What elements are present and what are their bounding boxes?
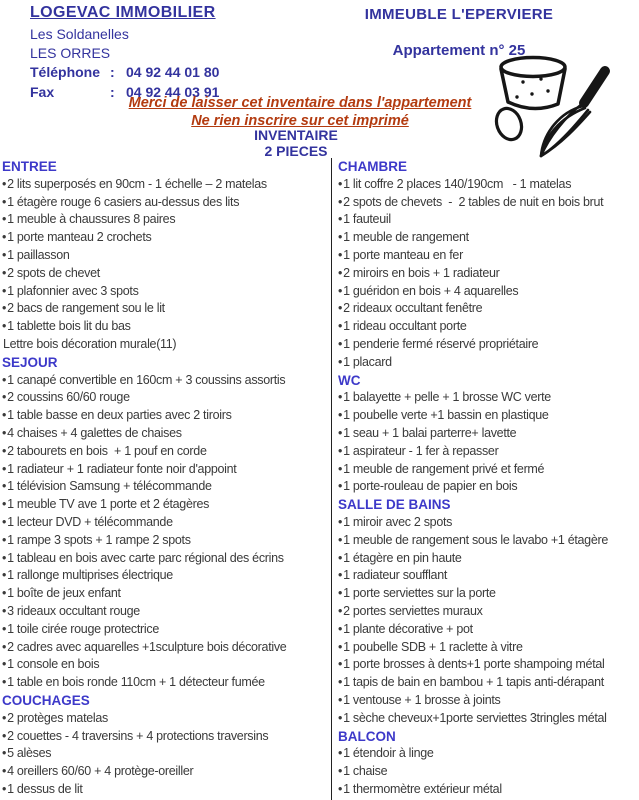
bullet-icon: •	[2, 764, 7, 779]
item-text: 1 paillasson	[7, 247, 70, 262]
item-text: 1 porte manteau 2 crochets	[7, 230, 152, 245]
item-text: 2 lits superposés en 90cm - 1 échelle – 2 matelas	[7, 176, 267, 191]
item-text: 1 tableau en bois avec carte parc régional des écrins	[7, 550, 284, 565]
item-text: 1 lecteur DVD + télécommande	[7, 514, 173, 529]
item-text: 2 coussins 60/60 rouge	[7, 390, 130, 405]
item-text: 1 plafonnier avec 3 spots	[7, 283, 139, 298]
item-text: 1 thermomètre extérieur métal	[343, 781, 502, 796]
section-title: SEJOUR	[2, 354, 58, 370]
inventory-item	[2, 514, 331, 532]
bullet-icon: •	[338, 301, 343, 316]
item-text: 1 plante décorative + pot	[343, 621, 473, 636]
bullet-icon: •	[338, 336, 343, 351]
item-text: 5 alèses	[7, 746, 52, 761]
bullet-icon: •	[338, 247, 343, 262]
inventory-item	[338, 300, 639, 318]
section-title: ENTREE	[2, 159, 57, 174]
item-text: 1 balayette + pelle + 1 brosse WC verte	[343, 390, 551, 405]
bullet-icon: •	[338, 479, 343, 494]
item-text: 1 porte manteau en fer	[343, 247, 463, 262]
inventory-item	[338, 656, 639, 674]
inventory-item	[338, 674, 639, 692]
item-text: 1 ventouse + 1 brosse à joints	[343, 692, 501, 707]
inventory-item	[338, 621, 639, 639]
bullet-icon: •	[338, 692, 343, 707]
inventory-item	[338, 532, 639, 550]
inventory-item	[338, 585, 639, 603]
inventory-item	[2, 603, 331, 621]
inventory-item	[2, 639, 331, 657]
item-text: 4 oreillers 60/60 + 4 protège-oreiller	[7, 764, 194, 779]
bullet-icon: •	[338, 710, 343, 725]
bullet-icon: •	[338, 212, 343, 227]
bullet-icon: •	[338, 461, 343, 476]
inventory-item	[338, 763, 639, 781]
bullet-icon: •	[2, 319, 7, 334]
bullet-icon: •	[338, 265, 343, 280]
bullet-icon: •	[2, 746, 7, 761]
inventory-item	[338, 710, 639, 728]
item-text: Lettre bois décoration murale(11)	[3, 336, 177, 351]
bullet-icon: •	[2, 675, 7, 690]
bullet-icon: •	[338, 532, 343, 547]
bullet-icon: •	[338, 390, 343, 405]
item-text: 1 sèche cheveux+1porte serviettes 3tringles métal	[343, 710, 607, 725]
item-text: 1 canapé convertible en 160cm + 3 coussins assortis	[7, 372, 286, 387]
bullet-icon: •	[338, 586, 343, 601]
item-text: 1 chaise	[343, 764, 388, 779]
bullet-icon: •	[338, 230, 343, 245]
building-name: IMMEUBLE L'EPERVIERE	[364, 6, 554, 23]
item-text: 1 lit coffre 2 places 140/190cm - 1 matelas	[343, 176, 572, 191]
section-title: SALLE DE BAINS	[338, 497, 451, 513]
inventory-item	[338, 603, 639, 621]
item-text: 2 spots de chevets - 2 tables de nuit en bois brut	[343, 194, 604, 209]
bullet-icon: •	[2, 514, 7, 529]
inventory-item	[2, 372, 331, 390]
item-text: 4 chaises + 4 galettes de chaises	[7, 425, 182, 440]
section-title: CHAMBRE	[338, 159, 407, 174]
inventory-item	[2, 585, 331, 603]
phone-separator: :	[110, 64, 115, 80]
item-text: 2 miroirs en bois + 1 radiateur	[343, 265, 500, 280]
bullet-icon: •	[2, 372, 7, 387]
inventory-item	[2, 621, 331, 639]
building-block	[339, 6, 579, 59]
fax-label: Fax	[30, 83, 55, 100]
item-text: 2 couettes - 4 traversins + 4 protections traversins	[7, 728, 269, 743]
fax-number: 04 92 44 03 91	[126, 83, 220, 100]
inventory-item	[2, 425, 331, 443]
inventory-item	[338, 550, 639, 568]
item-text: 1 aspirateur - 1 fer à repasser	[343, 443, 499, 458]
item-text: 1 tapis de bain en bambou + 1 tapis anti-dérapant	[343, 675, 604, 690]
inventory-item	[2, 283, 331, 301]
bullet-icon: •	[2, 568, 7, 583]
inventory-item	[2, 265, 331, 283]
inventory-item	[338, 211, 639, 229]
inventory-item	[338, 176, 639, 194]
item-text: 1 guéridon en bois + 4 aquarelles	[343, 283, 519, 298]
agency-block	[30, 3, 219, 102]
inventory-item	[2, 550, 331, 568]
bullet-icon: •	[338, 568, 343, 583]
bullet-icon: •	[2, 265, 7, 280]
bullet-icon: •	[2, 230, 7, 245]
inventory-item	[2, 389, 331, 407]
inventory-item	[338, 692, 639, 710]
item-text: 1 penderie fermé réservé propriétaire	[343, 336, 539, 351]
bullet-icon: •	[2, 176, 7, 191]
item-text: 2 protèges matelas	[7, 710, 108, 725]
inventory-item	[338, 461, 639, 479]
bullet-icon: •	[2, 497, 7, 512]
item-text: 1 porte serviettes sur la porte	[343, 586, 496, 601]
item-text: 1 fauteuil	[343, 212, 391, 227]
item-text: 1 étagère en pin haute	[343, 550, 462, 565]
bullet-icon: •	[2, 212, 7, 227]
item-text: 1 meuble à chaussures 8 paires	[7, 212, 176, 227]
notice-line-2: Ne rien inscrire sur cet imprimé	[191, 113, 409, 129]
item-text: 2 spots de chevet	[7, 265, 100, 280]
bullet-icon: •	[338, 425, 343, 440]
bullet-icon: •	[2, 390, 7, 405]
left-column	[0, 158, 332, 800]
bullet-icon: •	[338, 194, 343, 209]
bullet-icon: •	[2, 621, 7, 636]
inventory-item	[338, 639, 639, 657]
item-text: 1 placard	[343, 354, 392, 369]
bullet-icon: •	[338, 354, 343, 369]
bullet-icon: •	[2, 461, 7, 476]
bullet-icon: •	[2, 479, 7, 494]
phone-label: Téléphone	[30, 64, 101, 80]
inventory-item	[2, 336, 331, 354]
bullet-icon: •	[2, 603, 7, 618]
bullet-icon: •	[338, 639, 343, 654]
bullet-icon: •	[338, 621, 343, 636]
doc-subtitle: 2 PIECES	[264, 143, 328, 159]
item-text: 1 radiateur soufflant	[343, 568, 448, 583]
item-text: 1 porte-rouleau de papier en bois	[343, 479, 518, 494]
item-text: 1 étendoir à linge	[343, 746, 434, 761]
item-text: 1 table en bois ronde 110cm + 1 détecteur fumée	[7, 675, 265, 690]
item-text: 1 radiateur + 1 radiateur fonte noir d'appoint	[7, 461, 237, 476]
inventory-item	[2, 781, 331, 799]
inventory-item	[338, 443, 639, 461]
bullet-icon: •	[2, 710, 7, 725]
bullet-icon: •	[2, 301, 7, 316]
item-text: 1 table basse en deux parties avec 2 tiroirs	[7, 408, 232, 423]
bullet-icon: •	[2, 247, 7, 262]
inventory-item	[2, 763, 331, 781]
item-text: 1 télévision Samsung + télécommande	[7, 479, 212, 494]
inventory-item	[2, 478, 331, 496]
inventory-item	[338, 194, 639, 212]
bowl-egg-whisk-clipart-icon	[486, 54, 618, 171]
bullet-icon: •	[2, 283, 7, 298]
bullet-icon: •	[2, 443, 7, 458]
inventory-item	[338, 514, 639, 532]
item-text: 1 tablette bois lit du bas	[7, 319, 131, 334]
document-header	[0, 0, 639, 158]
inventory-item	[338, 283, 639, 301]
bullet-icon: •	[338, 746, 343, 761]
bullet-icon: •	[338, 550, 343, 565]
item-text: 1 console en bois	[7, 657, 100, 672]
item-text: 1 rallonge multiprises électrique	[7, 568, 173, 583]
inventory-item	[338, 478, 639, 496]
phone-number: 04 92 44 01 80	[126, 64, 220, 80]
inventory-item	[2, 745, 331, 763]
apartment-number: Appartement n° 25	[392, 42, 526, 59]
item-text: 3 rideaux occultant rouge	[7, 603, 140, 618]
inventory-item	[2, 247, 331, 265]
bullet-icon: •	[338, 764, 343, 779]
bullet-icon: •	[2, 408, 7, 423]
inventory-item	[2, 443, 331, 461]
inventory-item	[338, 567, 639, 585]
inventory-item	[2, 176, 331, 194]
inventory-item	[2, 318, 331, 336]
bullet-icon: •	[2, 194, 7, 209]
inventory-item	[338, 425, 639, 443]
fax-separator: :	[110, 83, 115, 100]
item-text: 2 cadres avec aquarelles +1sculpture bois décorative	[7, 639, 287, 654]
agency-address-line2: LES ORRES	[30, 45, 111, 61]
inventory-item	[338, 781, 639, 799]
right-column	[332, 158, 639, 800]
bullet-icon: •	[338, 319, 343, 334]
inventory-item	[2, 656, 331, 674]
bullet-icon: •	[2, 639, 7, 654]
inventory-item	[338, 389, 639, 407]
inventory-item	[2, 194, 331, 212]
bullet-icon: •	[2, 425, 7, 440]
bullet-icon: •	[338, 781, 343, 796]
section-title: BALCON	[338, 728, 396, 744]
bullet-icon: •	[338, 176, 343, 191]
item-text: 1 meuble de rangement privé et fermé	[343, 461, 545, 476]
phone-row	[30, 63, 219, 83]
bullet-icon: •	[2, 586, 7, 601]
inventory-item	[2, 674, 331, 692]
item-text: 1 seau + 1 balai parterre+ lavette	[343, 425, 517, 440]
item-text: 2 portes serviettes muraux	[343, 603, 483, 618]
section-title: COUCHAGES	[2, 692, 90, 708]
bullet-icon: •	[338, 603, 343, 618]
item-text: 1 meuble de rangement	[343, 230, 469, 245]
inventory-item	[2, 710, 331, 728]
inventory-item	[2, 496, 331, 514]
inventory-columns	[0, 158, 639, 800]
item-text: 1 poubelle verte +1 bassin en plastique	[343, 408, 549, 423]
item-text: 1 poubelle SDB + 1 raclette à vitre	[343, 639, 523, 654]
item-text: 1 étagère rouge 6 casiers au-dessus des lits	[7, 194, 240, 209]
agency-name: LOGEVAC IMMOBILIER	[30, 4, 216, 21]
inventory-item	[338, 407, 639, 425]
bullet-icon: •	[338, 283, 343, 298]
inventory-item	[338, 229, 639, 247]
inventory-item	[2, 211, 331, 229]
bullet-icon: •	[2, 532, 7, 547]
bullet-icon: •	[2, 550, 7, 565]
item-text: 2 rideaux occultant fenêtre	[343, 301, 483, 316]
inventory-item	[2, 461, 331, 479]
bullet-icon: •	[338, 408, 343, 423]
notice-line-1: Merci de laisser cet inventaire dans l'appartement	[128, 95, 472, 111]
item-text: 1 boîte de jeux enfant	[7, 586, 121, 601]
inventory-item	[338, 745, 639, 763]
item-text: 1 meuble de rangement sous le lavabo +1 étagère	[343, 532, 608, 547]
section-title: WC	[338, 372, 361, 388]
bullet-icon: •	[2, 657, 7, 672]
item-text: 2 tabourets en bois + 1 pouf en corde	[7, 443, 207, 458]
inventory-item	[2, 532, 331, 550]
bullet-icon: •	[338, 675, 343, 690]
item-text: 1 dessus de lit	[7, 781, 83, 796]
inventory-item	[2, 407, 331, 425]
item-text: 2 bacs de rangement sou le lit	[7, 301, 165, 316]
item-text: 1 rampe 3 spots + 1 rampe 2 spots	[7, 532, 191, 547]
bullet-icon: •	[338, 657, 343, 672]
inventory-item	[338, 247, 639, 265]
bullet-icon: •	[338, 514, 343, 529]
inventory-item	[2, 229, 331, 247]
inventory-item	[338, 336, 639, 354]
bullet-icon: •	[2, 728, 7, 743]
bullet-icon: •	[2, 781, 7, 796]
agency-address-line1: Les Soldanelles	[30, 26, 129, 42]
item-text: 1 porte brosses à dents+1 porte shampoing métal	[343, 657, 605, 672]
doc-title: INVENTAIRE	[254, 127, 338, 143]
item-text: 1 rideau occultant porte	[343, 319, 467, 334]
item-text: 1 meuble TV ave 1 porte et 2 étagères	[7, 497, 210, 512]
item-text: 1 miroir avec 2 spots	[343, 514, 453, 529]
inventory-item	[338, 265, 639, 283]
item-text: 1 toile cirée rouge protectrice	[7, 621, 159, 636]
inventory-item	[338, 354, 639, 372]
inventory-item	[2, 567, 331, 585]
bullet-icon: •	[338, 443, 343, 458]
inventory-item	[338, 318, 639, 336]
inventory-item	[2, 300, 331, 318]
inventory-item	[2, 728, 331, 746]
